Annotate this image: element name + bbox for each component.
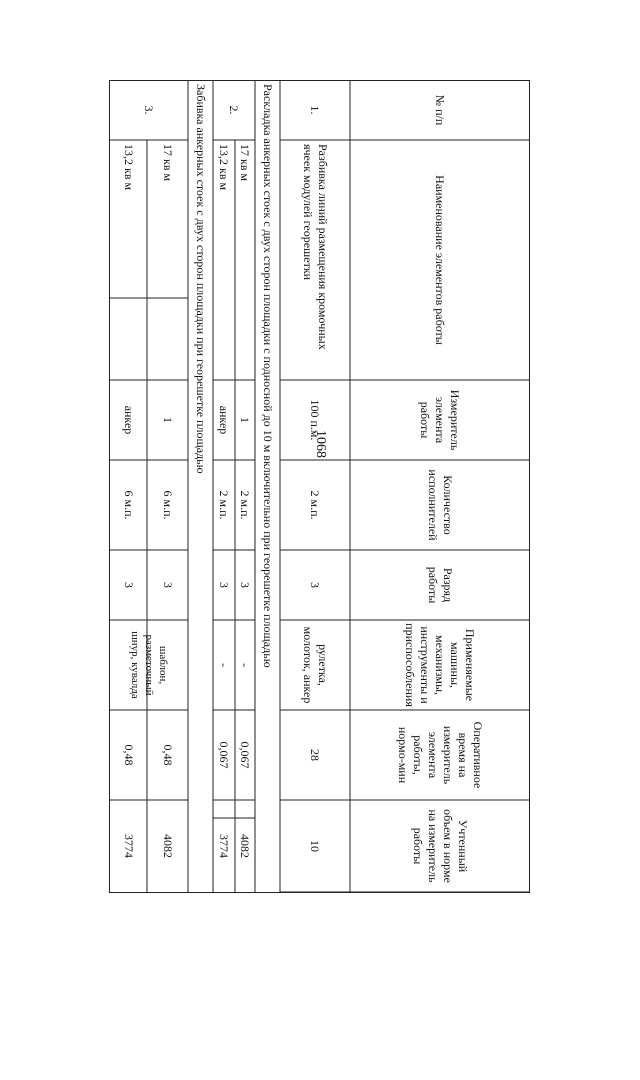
- row2-sub2-grade: 3: [217, 582, 232, 588]
- section2-title: Раскладка анкерных стоек с двух сторон площадки с подносной до 10 м включительно при георешетке площадью: [261, 84, 275, 668]
- row2-sub2-tools: -: [217, 663, 232, 667]
- row1-name: Разбивка линий размещения кромочных ячеек модулей георешетки: [301, 144, 330, 350]
- header-meter: Измеритель элемента работы: [418, 389, 463, 451]
- row2-sub1-name: 17 кв м: [238, 144, 253, 182]
- header-workers: Количество исполнителей: [426, 469, 455, 541]
- row3-meter-value: 1: [161, 417, 175, 423]
- rotated-table-part2: [100, 80, 530, 900]
- header-grade: Разряд работы: [426, 566, 455, 604]
- row3-tools: шаблон, разметочный шнур, кувалда: [129, 631, 169, 699]
- header-volume: Учтенный объем в норме на измеритель работы: [411, 809, 470, 883]
- row2-sub2-op-time: 0,067: [217, 741, 232, 769]
- row3-sub1-name: 17 кв м: [161, 144, 175, 182]
- row1-op-time: 28: [308, 749, 323, 761]
- row3-sub1-volume: 4082: [161, 834, 175, 858]
- page-number: 1068: [313, 430, 328, 458]
- row2-sub1-grade: 3: [238, 582, 253, 588]
- row2-sub1-tools: -: [238, 663, 253, 667]
- row2-sub2-name: 13,2 кв м: [217, 144, 232, 191]
- row3-num: 3.: [142, 105, 157, 115]
- row3-sub2-op-time: 0,48: [122, 744, 136, 766]
- row1-grade: 3: [308, 582, 323, 588]
- row2-meter-value: 1: [238, 417, 253, 423]
- header-op-time: Оперативное время на измеритель элемента работы, нормо-мин: [396, 721, 485, 789]
- row3-sub2-workers: 6 м.п.: [122, 490, 136, 520]
- section3-title: Забивка анкерных стоек с двух сторон площадки при георешетке площадью: [194, 84, 208, 474]
- row2-meter-unit: анкер: [217, 405, 232, 435]
- row1-workers: 2 м.п.: [308, 490, 323, 520]
- row1-num: 1.: [308, 105, 323, 115]
- row3-meter-unit: анкер: [122, 405, 136, 435]
- row1-volume: 10: [308, 840, 323, 852]
- row1-tools: рулетка, молоток, анкер: [301, 626, 330, 704]
- row3-sub1-grade: 3: [161, 582, 175, 588]
- header-num: № п/п: [433, 94, 448, 126]
- row2-sub2-volume: 3774: [217, 834, 232, 858]
- row2-num: 2.: [227, 105, 242, 115]
- row3-sub2-volume: 3774: [122, 834, 136, 858]
- row1-meter: 100 п.м.: [308, 399, 323, 441]
- row2-sub1-volume: 4082: [238, 834, 253, 858]
- header-tools: Применяемые машины, механизмы, инструменты и приспособления: [403, 623, 478, 707]
- header-name: Наименование элементов работы: [433, 175, 448, 345]
- row3-sub1-workers: 6 м.п.: [161, 490, 175, 520]
- row2-sub1-op-time: 0,067: [238, 741, 253, 769]
- row3-sub1-op-time: 0,48: [161, 744, 175, 766]
- row3-sub2-name: 13,2 кв м: [122, 144, 136, 191]
- row2-sub1-workers: 2 м.п.: [238, 490, 253, 520]
- row3-sub2-grade: 3: [122, 582, 136, 588]
- row2-sub2-workers: 2 м.п.: [217, 490, 232, 520]
